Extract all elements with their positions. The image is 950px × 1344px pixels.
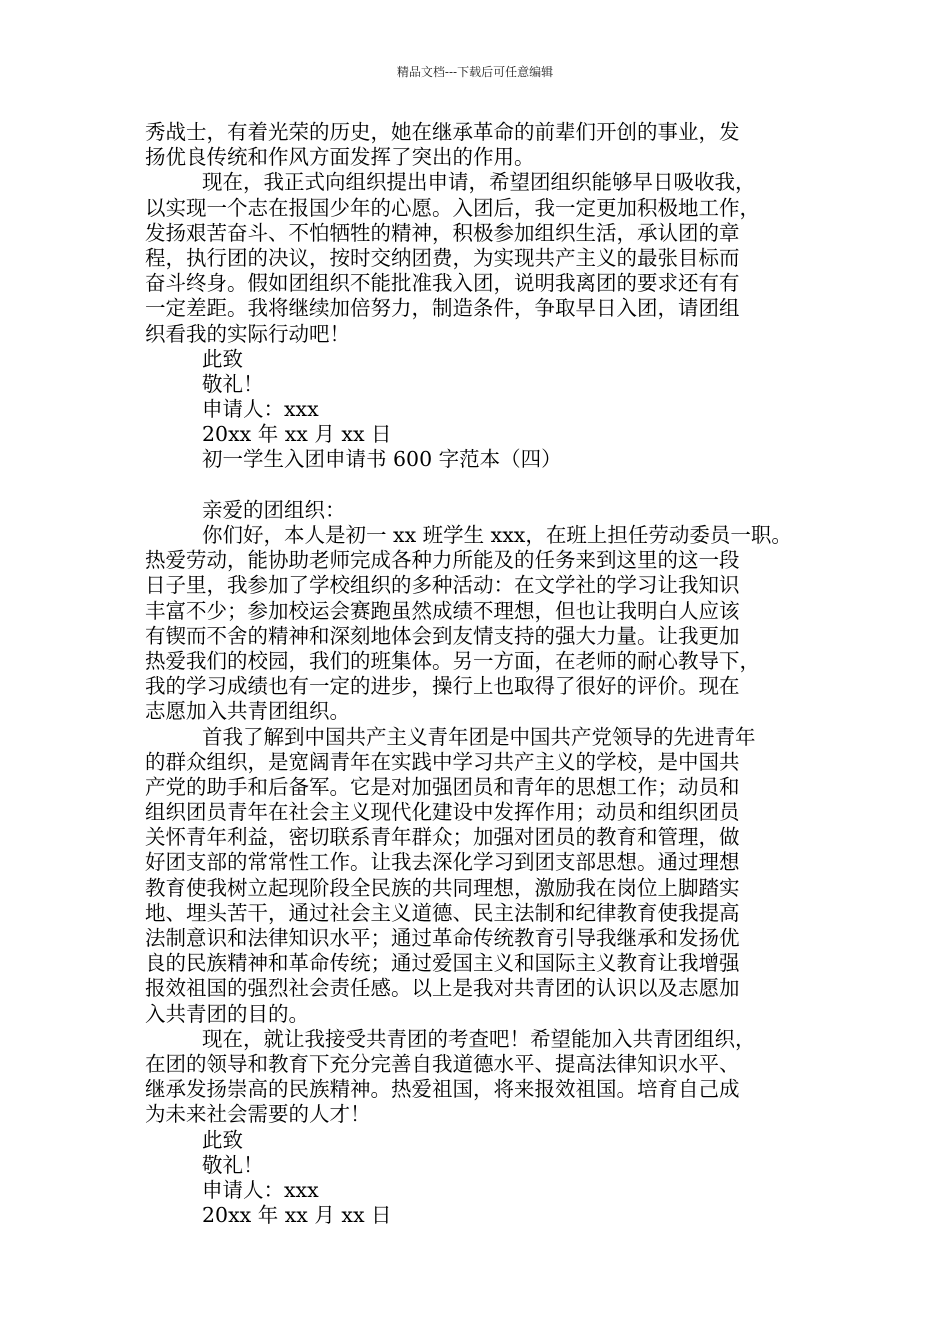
paragraph-start: 现在，就让我接受共青团的考查吧！希望能加入共青团组织， [202, 1026, 756, 1051]
closing-salutation: 此致 [202, 346, 243, 371]
text-line: 好团支部的常常性工作。让我去深化学习到团支部思想。通过理想 [145, 850, 740, 875]
letter-greeting: 亲爱的团组织： [202, 497, 346, 522]
text-line: 组织团员青年在社会主义现代化建设中发挥作用；动员和组织团员 [145, 800, 740, 825]
text-line: 日子里，我参加了学校组织的多种活动：在文学社的学习让我知识 [145, 573, 740, 598]
text-line: 丰富不少；参加校运会赛跑虽然成绩不理想，但也让我明白人应该 [145, 598, 740, 623]
text-line: 入共青团的目的。 [145, 1001, 309, 1026]
text-line: 有锲而不舍的精神和深刻地体会到友情支持的强大力量。让我更加 [145, 623, 740, 648]
text-line: 在团的领导和教育下充分完善自我道德水平、提高法律知识水平、 [145, 1051, 740, 1076]
blank-line [145, 473, 820, 498]
closing-regards: 敬礼！ [202, 1152, 264, 1177]
section-title: 初一学生入团申请书 600 字范本（四） [202, 447, 562, 472]
text-line: 奋斗终身。假如团组织不能批准我入团，说明我离团的要求还有有 [145, 271, 740, 296]
text-line: 志愿加入共青团组织。 [145, 699, 350, 724]
text-line: 发扬艰苦奋斗、不怕牺牲的精神，积极参加组织生活，承认团的章 [145, 220, 740, 245]
text-line: 扬优良传统和作风方面发挥了突出的作用。 [145, 145, 535, 170]
text-line: 继承发扬崇高的民族精神。热爱祖国，将来报效祖国。培育自己成 [145, 1077, 740, 1102]
text-line: 热爱劳动，能协助老师完成各种力所能及的任务来到这里的这一段 [145, 548, 740, 573]
page-header: 精品文档---下载后可任意编辑 [396, 65, 554, 79]
letter-date: 20xx 年 xx 月 xx 日 [202, 1203, 392, 1228]
text-line: 一定差距。我将继续加倍努力，制造条件，争取早日入团，请团组 [145, 296, 740, 321]
text-line: 以实现一个志在报国少年的心愿。入团后，我一定更加积极地工作， [145, 195, 760, 220]
document-body [145, 120, 820, 1228]
text-line: 良的民族精神和革命传统；通过爱国主义和国际主义教育让我增强 [145, 951, 740, 976]
text-line: 织看我的实际行动吧！ [145, 321, 350, 346]
text-line: 关怀青年利益，密切联系青年群众；加强对团员的教育和管理，做 [145, 825, 740, 850]
paragraph-start: 现在，我正式向组织提出申请，希望团组织能够早日吸收我， [202, 170, 756, 195]
text-line: 法制意识和法律知识水平；通过革命传统教育引导我继承和发扬优 [145, 926, 740, 950]
paragraph-start: 你们好，本人是初一 xx 班学生 xxx，在班上担任劳动委员一职。 [202, 523, 792, 547]
applicant-signature: 申请人：xxx [202, 1177, 319, 1202]
text-line: 秀战士，有着光荣的历史，她在继承革命的前辈们开创的事业，发 [145, 120, 740, 144]
text-line: 产党的助手和后备军。它是对加强团员和青年的思想工作；动员和 [145, 774, 740, 799]
text-line: 的群众组织，是宽阔青年在实践中学习共产主义的学校，是中国共 [145, 749, 740, 774]
applicant-signature: 申请人：xxx [202, 397, 319, 422]
closing-regards: 敬礼！ [202, 371, 264, 396]
text-line: 热爱我们的校园，我们的班集体。另一方面，在老师的耐心教导下， [145, 648, 760, 673]
text-line: 报效祖国的强烈社会责任感。以上是我对共青团的认识以及志愿加 [145, 976, 740, 1001]
text-line: 地、埋头苦干，通过社会主义道德、民主法制和纪律教育使我提高 [145, 900, 740, 925]
paragraph-start: 首我了解到中国共产主义青年团是中国共产党领导的先进青年 [202, 724, 756, 749]
closing-salutation: 此致 [202, 1127, 243, 1152]
text-line: 教育使我树立起现阶段全民族的共同理想，激励我在岗位上脚踏实 [145, 875, 740, 900]
text-line: 程，执行团的决议，按时交纳团费，为实现共产主义的最张目标而 [145, 245, 740, 270]
text-line: 我的学习成绩也有一定的进步，操行上也取得了很好的评价。现在 [145, 674, 740, 699]
letter-date: 20xx 年 xx 月 xx 日 [202, 422, 392, 447]
text-line: 为未来社会需要的人才！ [145, 1102, 371, 1127]
